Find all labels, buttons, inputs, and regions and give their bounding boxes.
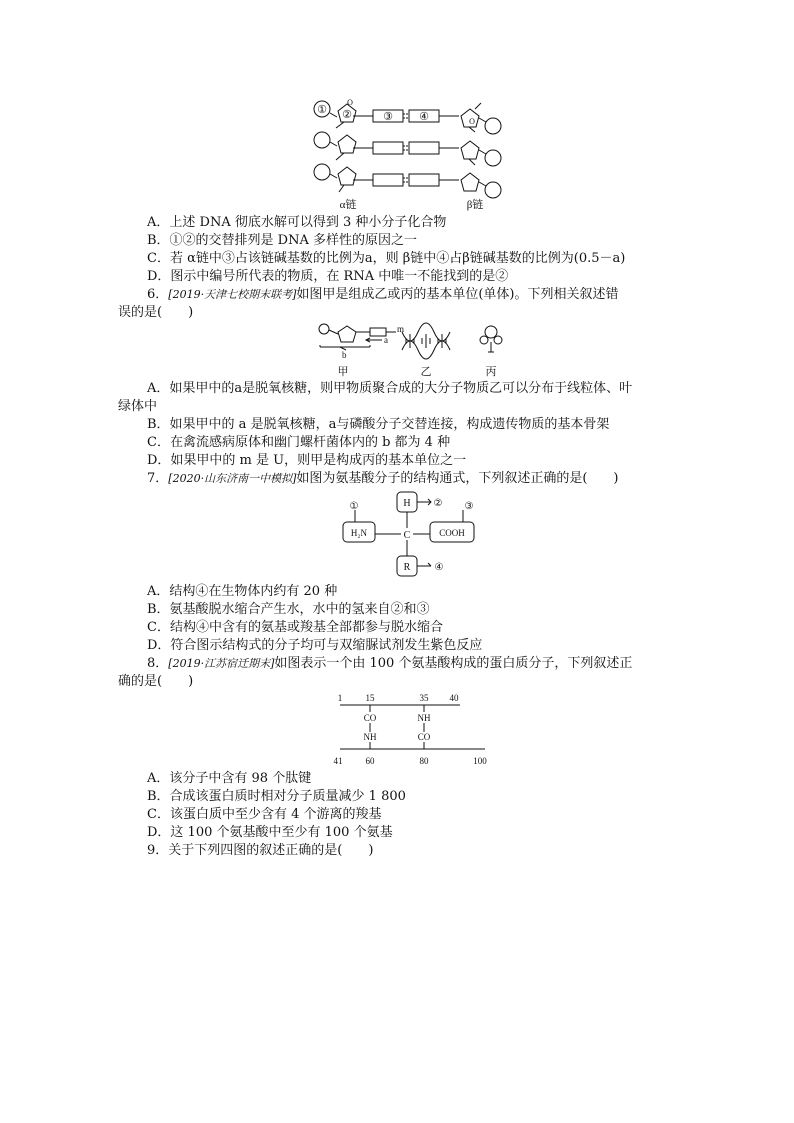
q6-option-a: A．如果甲中的a是脱氧核糖，则甲物质聚合成的大分子物质乙可以分布于线粒体、叶 [147, 381, 633, 396]
q6-option-d: D．如果甲中的 m 是 U，则甲是构成丙的基本单位之一 [147, 453, 467, 468]
q8-option-d: D．这 100 个氨基酸中至少有 100 个氨基 [147, 825, 393, 840]
label-jia: 甲 [337, 366, 349, 378]
hydrogen-label: H [403, 498, 411, 509]
dna-row-3 [314, 164, 501, 198]
q6-source: [2019·天津七校期末联考] [168, 288, 297, 301]
co-label: CO [363, 713, 377, 723]
q8-stem [147, 655, 632, 672]
residue-label: 40 [449, 693, 459, 703]
carboxyl-group-label: COOH [439, 528, 465, 538]
q5-option-c: C．若 α链中③占该链碱基数的比例为a，则 β链中④占β链碱基数的比例为(0.5－a) [147, 251, 626, 266]
q7-stem [147, 470, 619, 487]
nucleotide-diagram [310, 320, 510, 378]
alpha-chain-label: α链 [339, 199, 357, 211]
amino-acid-structure-diagram [335, 488, 485, 580]
sugar-o-label: O [469, 117, 475, 126]
label-yi: 乙 [420, 366, 432, 378]
q6-stem-cont: 误的是( ) [118, 305, 194, 320]
residue-label: 80 [419, 756, 429, 766]
label-c4: ④ [434, 562, 444, 573]
q8-option-b: B．合成该蛋白质时相对分子质量减少 1 800 [147, 789, 406, 804]
label-c2: ② [433, 498, 443, 509]
q5-option-a: A．上述 DNA 彻底水解可以得到 3 种小分子化合物 [147, 215, 447, 230]
residue-label: 35 [419, 693, 429, 703]
q5-option-d: D．图示中编号所代表的物质，在 RNA 中唯一不能找到的是② [147, 269, 509, 284]
q7-source: [2020·山东济南一中模拟] [168, 472, 297, 485]
dna-structure-diagram [305, 96, 525, 212]
label-c3: ③ [383, 111, 393, 123]
nh-label: NH [363, 732, 377, 742]
double-helix-icon [402, 323, 450, 359]
label-c3: ③ [464, 501, 474, 512]
q7-number: 7． [147, 471, 169, 486]
label-a: a [384, 335, 388, 345]
q7-option-a: A．结构④在生物体内约有 20 种 [147, 584, 338, 599]
residue-label: 15 [365, 693, 375, 703]
q7-stem-text: 如图为氨基酸分子的结构通式，下列叙述正确的是( ) [296, 471, 619, 486]
label-c1: ① [317, 104, 327, 116]
label-m: m [397, 324, 405, 334]
alpha-carbon-label: C [403, 530, 411, 541]
residue-label: 1 [337, 693, 343, 703]
q8-option-a: A．该分子中含有 98 个肽键 [147, 771, 312, 786]
q7-option-d: D．符合图示结构式的分子均可与双缩脲试剂发生紫色反应 [147, 638, 483, 653]
r-group-label: R [403, 562, 411, 573]
label-c2: ② [342, 109, 352, 121]
trna-cloverleaf-icon [480, 326, 502, 352]
nh-label: NH [417, 713, 431, 723]
q8-stem-text: 如图表示一个由 100 个氨基酸构成的蛋白质分子，下列叙述正 [274, 656, 633, 671]
q7-option-c: C．结构④中含有的氨基或羧基全部都参与脱水缩合 [147, 620, 443, 635]
q8-stem-cont: 确的是( ) [118, 674, 194, 689]
label-bing: 丙 [485, 366, 497, 378]
q8-option-c: C．该蛋白质中至少含有 4 个游离的羧基 [147, 807, 382, 822]
q6-option-b: B．如果甲中的 a 是脱氧核糖，a与磷酸分子交替连接，构成遗传物质的基本骨架 [147, 417, 610, 432]
q6-stem [147, 286, 619, 303]
co-label: CO [417, 732, 431, 742]
q9-stem: 9．关于下列四图的叙述正确的是( ) [147, 843, 374, 858]
beta-chain-label: β链 [466, 199, 484, 211]
sugar-o-label: O [347, 98, 353, 107]
q6-option-a-cont: 绿体中 [118, 399, 158, 414]
residue-label: 60 [365, 756, 375, 766]
label-b: b [342, 350, 347, 360]
residue-label: 41 [333, 756, 343, 766]
dna-row-2 [314, 132, 501, 166]
q8-source: [2019·江苏宿迁期末] [168, 657, 275, 670]
q8-number: 8． [147, 656, 169, 671]
q6-number: 6． [147, 287, 169, 302]
q6-stem-text: 如图甲是组成乙或丙的基本单位(单体)。下列相关叙述错 [296, 287, 619, 302]
label-c1: ① [349, 501, 359, 512]
protein-chain-diagram [330, 690, 492, 770]
residue-label: 100 [473, 756, 487, 766]
amino-group-label: H₂N [350, 528, 368, 538]
label-c4: ④ [419, 111, 429, 123]
q7-option-b: B．氨基酸脱水缩合产生水，水中的氢来自②和③ [147, 602, 430, 617]
q5-option-b: B．①②的交替排列是 DNA 多样性的原因之一 [147, 233, 418, 248]
q6-option-c: C．在禽流感病原体和幽门螺杆菌体内的 b 都为 4 种 [147, 435, 451, 450]
